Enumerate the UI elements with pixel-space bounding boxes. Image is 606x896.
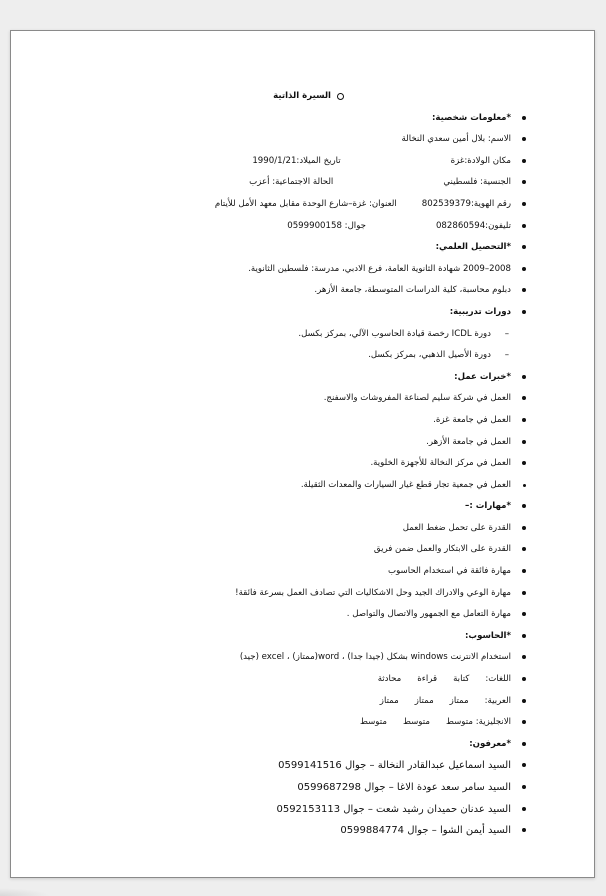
document-page [10, 30, 595, 878]
bullet-icon [522, 461, 526, 465]
bullet-icon [522, 180, 526, 184]
experience-item-text: العمل في جامعة غزة. [433, 414, 511, 425]
education-item-text: 2008–2009 شهادة الثانوية العامة، فرع الادبي، مدرسة: فلسطين الثانوية. [248, 263, 511, 274]
bullet-icon [522, 137, 526, 141]
bullet-icon [522, 504, 526, 508]
computer-heading: *الحاسوب: [465, 630, 511, 641]
course-item-text: دورة الأصيل الذهبي، بمركز بكسل. [368, 350, 491, 361]
reference-item [51, 820, 531, 842]
languages-col-reading: قراءة [417, 674, 438, 685]
personal-heading: *معلومات شخصية: [431, 112, 511, 123]
cv-title-row [51, 86, 531, 108]
experience-item-text: العمل في جامعة الأزهر. [426, 436, 511, 447]
english-row [51, 712, 531, 734]
bullet-icon [522, 612, 526, 616]
bullet-icon [522, 245, 526, 249]
birthplace-text: مكان الولادة:غزة [450, 155, 511, 166]
languages-col-writing: كتابة [453, 674, 470, 685]
nationality-text: الجنسية: فلسطيني [443, 177, 511, 188]
references-heading-row [51, 734, 531, 756]
bullet-icon [522, 116, 526, 120]
bullet-icon [522, 224, 526, 228]
experience-item [51, 475, 531, 497]
bullet-icon [522, 375, 526, 379]
bullet-icon [522, 288, 526, 292]
bullet-icon [522, 526, 526, 530]
education-heading: *التحصيل العلمي: [435, 242, 511, 253]
skill-item [51, 583, 531, 605]
bullet-icon [522, 785, 526, 789]
page-corner-shadow [0, 888, 50, 896]
bullet-icon [522, 202, 526, 206]
education-item [51, 280, 531, 302]
bullet-icon [522, 440, 526, 444]
phone-text: تليفون:082860594 [435, 220, 511, 231]
marital-text: الحالة الاجتماعية: أعزب [249, 177, 334, 188]
experience-item [51, 453, 531, 475]
experience-item [51, 388, 531, 410]
skill-item [51, 604, 531, 626]
name-text: الاسم: بلال أمين سعدي النخالة [401, 134, 511, 145]
experience-item-text: العمل في مركز النخالة للأجهزة الخلوية. [370, 458, 511, 469]
id-row [51, 194, 531, 216]
reference-item [51, 777, 531, 799]
arabic-level-speaking: ممتاز [379, 695, 399, 706]
phone-row [51, 216, 531, 238]
cv-title: السيرة الذاتية [273, 91, 331, 101]
skill-item-text: القدرة على الابتكار والعمل ضمن فريق [373, 544, 511, 555]
skill-item [51, 561, 531, 583]
address-text: العنوان: غزة–شارع الوحدة مقابل معهد الأمل للأيتام [214, 198, 397, 209]
courses-heading: دورات تدريبية: [449, 306, 511, 317]
dash-icon: – [504, 350, 509, 361]
title-circle-icon [337, 93, 344, 100]
english-label: الانجليزية: [475, 717, 511, 728]
experience-item [51, 410, 531, 432]
bullet-icon [522, 634, 526, 638]
courses-heading-row [51, 302, 531, 324]
english-level-reading: متوسط [402, 717, 430, 728]
experience-item-text: العمل في شركة سليم لصناعة المفروشات والاسفنج. [323, 393, 511, 404]
education-item-text: دبلوم محاسبة، كلية الدراسات المتوسطة، جامعة الأزهر. [314, 285, 511, 296]
reference-item [51, 755, 531, 777]
bullet-icon [522, 547, 526, 551]
bullet-icon [522, 720, 526, 724]
experience-heading: *خبرات عمل: [454, 371, 511, 382]
cv-content [51, 86, 531, 842]
bullet-icon [522, 418, 526, 422]
arabic-level-writing: ممتاز [449, 695, 469, 706]
skills-heading: *مهارات :– [465, 501, 511, 512]
reference-item [51, 799, 531, 821]
bullet-icon [522, 569, 526, 573]
id-number-text: رقم الهوية:802539379 [421, 198, 511, 209]
bullet-icon [522, 699, 526, 703]
experience-item-text: العمل في جمعية تجار قطع غيار السيارات والمعدات الثقيلة. [300, 479, 511, 490]
nationality-row [51, 172, 531, 194]
bullet-icon [523, 484, 526, 487]
mobile-text: جوال: 0599900158 [287, 220, 366, 231]
english-level-writing: متوسط [445, 717, 473, 728]
bullet-icon [522, 396, 526, 400]
skill-item-text: مهارة التعامل مع الجمهور والاتصال والتواصل . [346, 609, 511, 620]
skill-item-text: مهارة الوعي والادراك الجيد وحل الاشكاليات التي تصادف العمل بسرعة فائقة! [235, 587, 511, 598]
bullet-icon [522, 267, 526, 271]
birth-row [51, 151, 531, 173]
references-heading: *معرفون: [469, 738, 511, 749]
arabic-level-reading: ممتاز [414, 695, 434, 706]
course-item [51, 324, 531, 346]
personal-heading-row [51, 108, 531, 130]
computer-usage-row [51, 647, 531, 669]
dash-icon: – [504, 328, 509, 339]
reference-item-text: السيد عدنان حميدان رشيد شعت – جوال 0592153113 [276, 803, 511, 815]
english-level-speaking: متوسط [359, 717, 387, 728]
arabic-row [51, 691, 531, 713]
bullet-icon [522, 310, 526, 314]
course-item [51, 345, 531, 367]
skill-item-text: القدرة على تحمل ضغط العمل [402, 522, 511, 533]
bullet-icon [522, 763, 526, 767]
skill-item-text: مهارة فائقة في استخدام الحاسوب [388, 566, 511, 577]
skill-item [51, 518, 531, 540]
education-item [51, 259, 531, 281]
languages-col-speaking: محادثة [377, 674, 402, 685]
name-row [51, 129, 531, 151]
birthdate-text: تاريخ الميلاد:1990/1/21 [252, 155, 341, 166]
bullet-icon [522, 655, 526, 659]
education-heading-row [51, 237, 531, 259]
reference-item-text: السيد أيمن الشوا – جوال 0599884774 [340, 825, 511, 837]
bullet-icon [522, 828, 526, 832]
course-item-text: دورة ICDL رخصة قيادة الحاسوب الآلي، بمركز بكسل. [298, 328, 491, 339]
arabic-label: العربية: [484, 695, 511, 706]
skills-heading-row [51, 496, 531, 518]
languages-row [51, 669, 531, 691]
computer-heading-row [51, 626, 531, 648]
computer-usage-text: استخدام الانترنت windows بشكل (جيدا جدا) ، word(ممتاز) ، excel (جيد) [239, 652, 511, 663]
reference-item-text: السيد اسماعيل عبدالقادر النخالة – جوال 0599141516 [278, 760, 511, 772]
skill-item [51, 539, 531, 561]
bullet-icon [522, 742, 526, 746]
experience-item [51, 432, 531, 454]
bullet-icon [522, 591, 526, 595]
experience-heading-row [51, 367, 531, 389]
bullet-icon [522, 807, 526, 811]
languages-label: اللغات: [485, 674, 511, 685]
bullet-icon [522, 677, 526, 681]
reference-item-text: السيد سامر سعد عودة الاغا – جوال 0599687298 [297, 782, 511, 793]
bullet-icon [522, 159, 526, 163]
